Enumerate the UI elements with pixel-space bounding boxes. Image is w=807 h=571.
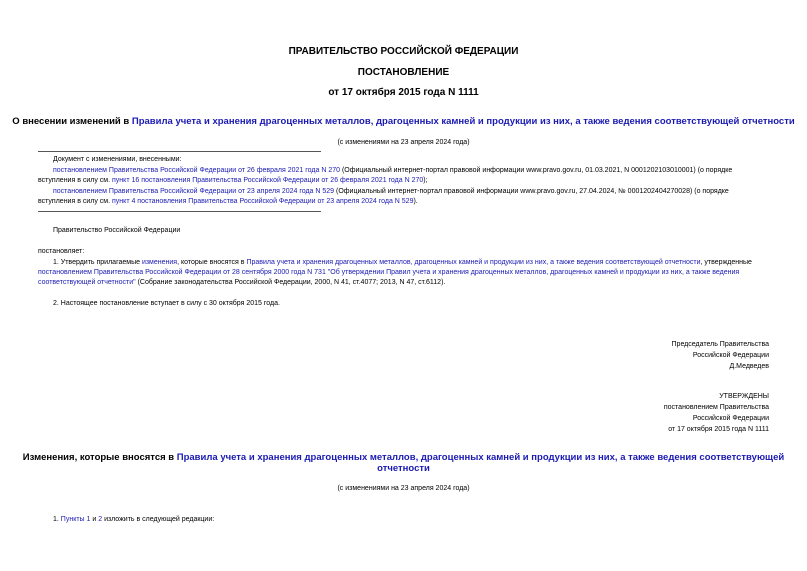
changes-title-link-end[interactable]: отчетности [377,463,430,474]
document-title [0,116,807,128]
resolves-line: постановляет: [38,248,85,255]
change-item-2-text: (Официальный интернет-портал правовой информации www.pravo.gov.ru, 27.04.2024, № 0001202404270028) (о порядке [334,188,729,195]
change-item-1-text: (Официальный интернет-портал правовой информации www.pravo.gov.ru, 01.03.2021, N 0001202103010001) (о порядке [340,167,733,174]
item-1-text: изложить в следующей редакции: [102,516,215,523]
change-item-1-suffix: ); [423,177,428,184]
changes-title-line2 [0,463,807,475]
change-item-1-cont [38,175,428,186]
approved-line-2: постановлением Правительства [663,404,769,411]
approved-line-4: от 17 октября 2015 года N 1111 [668,426,769,433]
changes-title-link[interactable]: Правила учета и хранения драгоценных металлов, драгоценных камней и продукции из них, а также ведения соответствующей [176,452,785,463]
changes-title-prefix: Изменения, которые вносятся в [22,452,177,463]
p1-text-b: , которые вносятся в [177,259,247,266]
change-item-2-cont [38,196,418,207]
change-item-2-prefix: вступления в силу см. [38,198,113,205]
item-1-point-2-link[interactable]: 2 [98,516,103,523]
changes-revision-note: (с изменениями на 23 апреля 2024 года) [337,485,470,492]
p1-text-a: 1. Утвердить прилагаемые [53,259,142,266]
approved-line-3: Российской Федерации [692,415,769,422]
change-item-2-point-link[interactable]: пункт 4 постановления Правительства Российской Федерации от 23 апреля 2024 года N 529 [112,198,414,205]
paragraph-1-line3 [38,277,445,288]
p1-resolution-731-link[interactable]: постановлением Правительства Российской Федерации от 28 сентября 2000 года N 731 "Об утверждении Правил учета и хранения драгоценных металлов, драгоценных камней и продукции из них, а также ведения [38,269,740,276]
approved-block [664,391,769,435]
p1-text-end: (Собрание законодательства Российской Федерации, 2000, N 41, ст.4077; 2013, N 47, ст.6112). [135,279,446,286]
p1-rules-link[interactable]: Правила учета и хранения драгоценных металлов, драгоценных камней и продукции из них, а также ведения соответствующей отчетности [246,259,701,266]
signature-block [672,339,769,372]
p1-resolution-731-link-end[interactable]: соответствующей отчетности" [38,279,136,286]
change-item-2-suffix: ). [413,198,418,205]
divider-top [38,151,321,152]
item-1 [53,514,214,525]
change-item-1-prefix: вступления в силу см. [38,177,113,184]
item-1-points-link[interactable]: Пункты 1 [60,516,91,523]
government-line: Правительство Российской Федерации [53,227,181,234]
changes-intro: Документ с изменениями, внесенными: [53,156,182,163]
rules-link[interactable]: Правила учета и хранения драгоценных металлов, драгоценных камней и продукции из них, а также ведения соответствующей отчетности [131,116,795,127]
approved-line-1: УТВЕРЖДЕНЫ [719,393,769,400]
doc-type-heading: ПОСТАНОВЛЕНИЕ [357,67,450,78]
signature-line-2: Российской Федерации [692,352,769,359]
p1-text-c: , утвержденные [700,259,752,266]
paragraph-2: 2. Настоящее постановление вступает в силу с 30 октября 2015 года. [53,300,280,307]
title-prefix: О внесении изменений в [12,116,132,127]
item-1-number: 1. [53,516,61,523]
signature-line-1: Председатель Правительства [671,341,769,348]
change-item-2-link[interactable]: постановлением Правительства Российской Федерации от 23 апреля 2024 года N 529 [53,188,335,195]
signature-line-3: Д.Медведев [729,363,769,370]
change-item-1-link[interactable]: постановлением Правительства Российской Федерации от 26 февраля 2021 года N 270 [53,167,340,174]
item-1-and: и [90,516,99,523]
divider-bottom [38,211,321,212]
p1-changes-link[interactable]: изменения [141,259,178,266]
org-heading: ПРАВИТЕЛЬСТВО РОССИЙСКОЙ ФЕДЕРАЦИИ [288,46,519,57]
revision-note: (с изменениями на 23 апреля 2024 года) [337,139,470,146]
change-item-1-point-link[interactable]: пункт 16 постановления Правительства Российской Федерации от 26 февраля 2021 года N 270 [112,177,424,184]
doc-date-number: от 17 октября 2015 года N 1111 [328,87,479,98]
